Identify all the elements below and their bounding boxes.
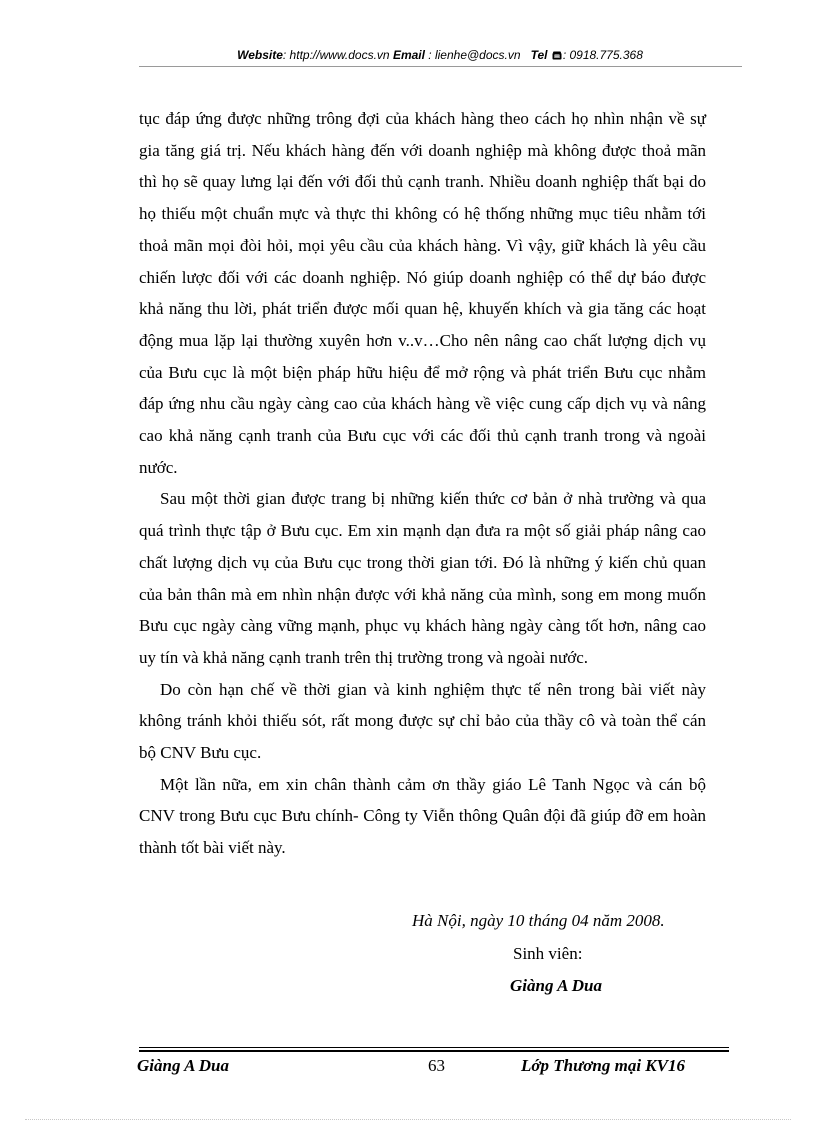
header-divider xyxy=(139,66,742,67)
footer-author: Giàng A Dua xyxy=(137,1056,229,1075)
footer-divider-bottom xyxy=(139,1050,729,1052)
paragraph-2: Sau một thời gian được trang bị những kiến thức cơ bản ở nhà trường và qua quá trình thực tập ở Bưu cục. Em xin mạnh dạn đưa ra một số giải pháp nâng cao chất lượng dịch vụ của Bưu cục trong thời gian tới. Đó là những ý kiến chủ quan của bản thân mà em nhìn nhận được với khả năng của mình, song em mong muốn Bưu cục ngày càng vững mạnh, phục vụ khách hàng ngày càng tốt hơn, nâng cao uy tín và khả năng cạnh tranh trên thị trường trong và ngoài nước. xyxy=(139,489,706,667)
place-date: Hà Nội, ngày 10 tháng 04 năm 2008. xyxy=(412,911,665,930)
footer-divider-top xyxy=(139,1047,729,1048)
document-body xyxy=(139,103,706,864)
website-label: Website xyxy=(237,48,283,62)
student-role: Sinh viên: xyxy=(513,944,583,963)
paragraph-4: Một lần nữa, em xin chân thành cảm ơn thầy giáo Lê Tanh Ngọc và cán bộ CNV trong Bưu cục Bưu chính- Công ty Viễn thông Quân đội đã giúp đỡ em hoàn thành tốt bài viết này. xyxy=(139,774,706,858)
footer-class: Lớp Thương mại KV16 xyxy=(521,1056,685,1075)
phone-icon xyxy=(552,51,562,60)
paragraph-3: Do còn hạn chế về thời gian và kinh nghiệm thực tế nên trong bài viết này không tránh khỏi thiếu sót, rất mong được sự chỉ bảo của thầy cô và toàn thể cán bộ CNV Bưu cục. xyxy=(139,679,706,763)
email-value: : lienhe@docs.vn xyxy=(424,48,521,62)
page-number: 63 xyxy=(428,1056,445,1075)
student-name: Giàng A Dua xyxy=(510,976,602,995)
paragraph-1: tục đáp ứng được những trông đợi của khách hàng theo cách họ nhìn nhận về sự gia tăng giá trị. Nếu khách hàng đến với doanh nghiệp mà không được thoả mãn thì họ sẽ quay lưng lại đến với đối thủ cạnh tranh. Nhiều doanh nghiệp thất bại do họ thiếu một chuẩn mực và thực thi không có hệ thống những mục tiêu nhằm tới thoả mãn mọi đòi hỏi, mọi yêu cầu của khách hàng. Vì vậy, giữ khách là yêu cầu chiến lược đối với các doanh nghiệp. Nó giúp doanh nghiệp có thể dự báo được khả năng thu lời, phát triển được mối quan hệ, khuyến khích và gia tăng các hoạt động mua lặp lại thường xuyên hơn v..v…Cho nên nâng cao chất lượng dịch vụ của Bưu cục là một biện pháp hữu hiệu để mở rộng và phát triển Bưu cục nhằm đáp ứng nhu cầu ngày càng cao của khách hàng về việc cung cấp dịch vụ và nâng cao khả năng cạnh tranh của Bưu cục với các đối thủ cạnh tranh trong và ngoài nước. xyxy=(139,109,706,477)
website-value: : http://www.docs.vn xyxy=(282,48,390,62)
page-header xyxy=(140,47,740,63)
email-label: Email xyxy=(392,48,425,62)
tel-value: : 0918.775.368 xyxy=(562,48,643,62)
page-bottom-edge xyxy=(25,1119,791,1120)
tel-label: Tel xyxy=(530,48,548,62)
